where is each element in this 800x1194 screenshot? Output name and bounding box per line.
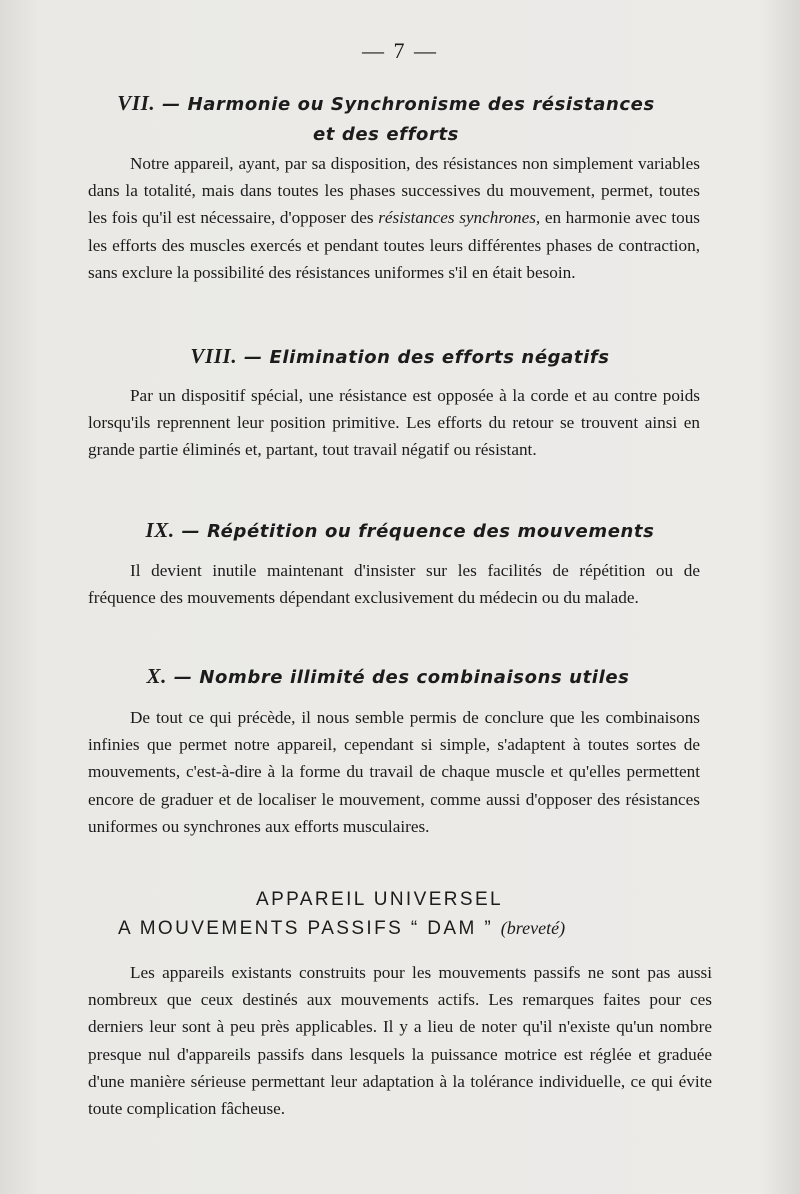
appareil-title-text: A MOUVEMENTS PASSIFS “ DAM ” (118, 918, 494, 939)
section-text-ix: Il devient inutile maintenant d'insister sur les facilités de répétition ou de fréquence des mouvements dépendant exclusivement du médecin ou du malade. (88, 561, 700, 608)
brevete-label: (breveté) (500, 918, 566, 938)
paragraph-text: Notre appareil, ayant, par sa disposition, des résistances non simplement variables dans la totalité, mais dans toutes les phases successives du mouvement, permet, toutes les fois qu'il est nécessaire, d'opposer des (88, 154, 700, 228)
section-heading-x (88, 661, 712, 693)
section-numeral: IX. (145, 518, 175, 542)
section-heading-vii (88, 88, 712, 150)
page-number: — 7 — (362, 38, 438, 63)
appareil-text: Les appareils existants construits pour les mouvements passifs ne sont pas aussi nombreux que ceux destinés aux mouvements actifs. Les remarques faites pour ces derniers leur sont à peu près applicables. Il y a lieu de noter qu'il n'existe qu'un nombre presque nul d'appareils passifs dans lesquels la puissance motrice est réglée et graduée d'une manière sérieuse permettant leur adaptation à la tolérance individuelle, ce qui évite toute complication fâcheuse. (88, 963, 712, 1119)
section-text-x: De tout ce qui précède, il nous semble permis de conclure que les combinaisons infinies que permet notre appareil, cependant si simple, s'adaptent à toutes sortes de mouvements, c'est-à-dire à la forme du travail de chaque muscle et qu'elles permettent encore de graduer et de localiser le mouvement, comme aussi d'opposer des résistances uniformes ou synchrones aux efforts musculaires. (88, 708, 700, 836)
heading-text: — Elimination des efforts négatifs (244, 347, 610, 368)
appareil-title-line2 (88, 913, 700, 944)
paragraph-text-cont: en harmonie avec tous les efforts des muscles exercés et pendant toutes leurs différentes phases de contraction, sans exclure la possibilité des résistances uniformes s'il en était besoin. (88, 208, 700, 282)
section-numeral: VII. (117, 91, 156, 115)
section-text-viii: Par un dispositif spécial, une résistance est opposée à la corde et au contre poids lorsqu'ils reprennent leur position primitive. Les efforts du retour se trouvent ainsi en grande partie éliminés et, partant, tout travail négatif ou résistant. (88, 386, 700, 460)
heading-text: — Nombre illimité des combinaisons utiles (173, 667, 630, 688)
section-numeral: X. (146, 664, 167, 688)
appareil-title-line1: APPAREIL UNIVERSEL (256, 889, 503, 910)
heading-text: — Répétition ou fréquence des mouvements (181, 521, 655, 542)
section-heading-ix (88, 515, 712, 547)
italic-text: résistances synchrones, (378, 208, 541, 228)
section-heading-viii (88, 341, 712, 373)
heading-text-line2: et des efforts (313, 124, 459, 145)
section-text-vii (88, 150, 700, 286)
section-numeral: VIII. (190, 344, 238, 368)
heading-text: — Harmonie ou Synchronisme des résistances (162, 94, 655, 115)
